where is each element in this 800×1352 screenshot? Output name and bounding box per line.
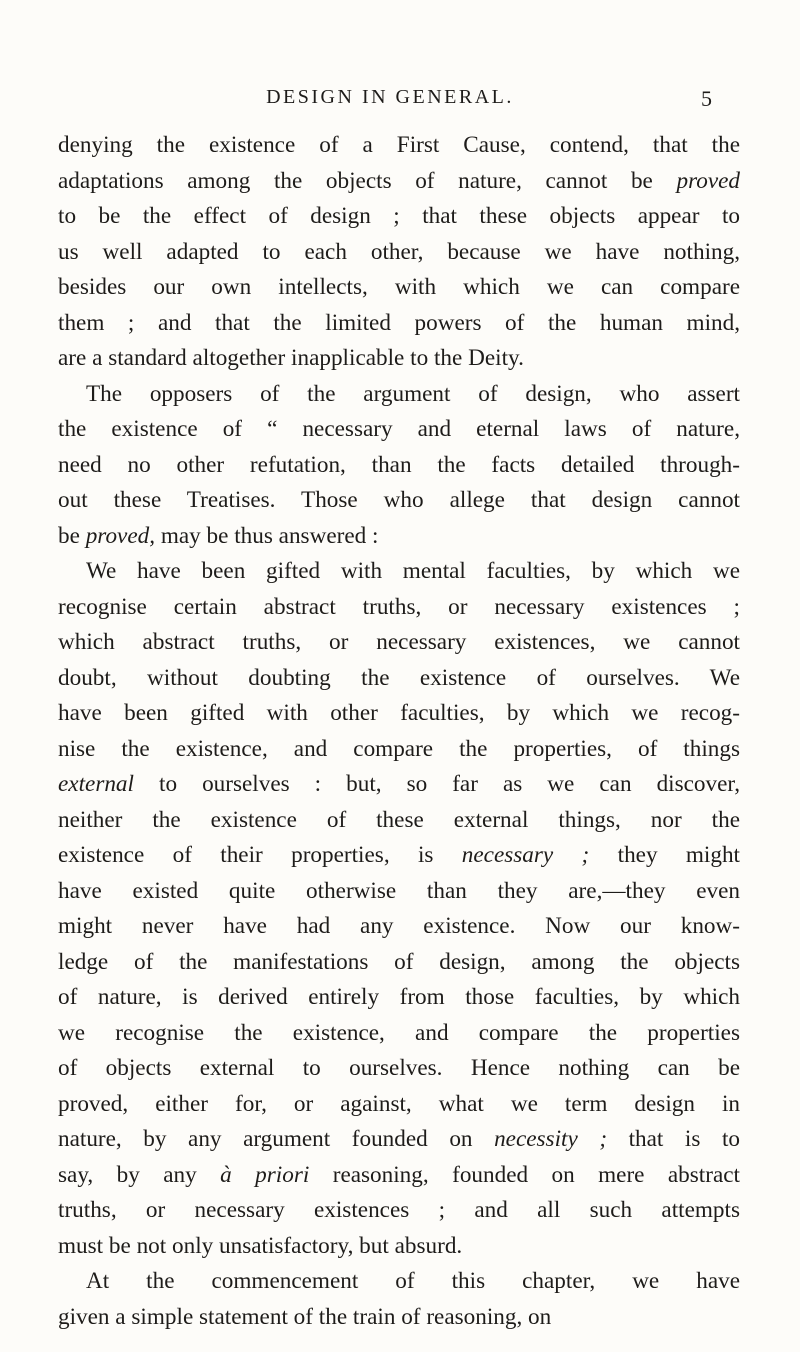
text-line <box>58 448 740 484</box>
text-line <box>58 1051 740 1087</box>
text-line <box>58 1193 740 1229</box>
text-run: to be the effect of design ; that these objects appear to <box>58 203 740 229</box>
text-run: may be thus answered : <box>155 522 379 549</box>
text-run: they might <box>589 842 740 868</box>
text-run: need no other refutation, than the facts detailed through- <box>58 451 740 478</box>
italic-text: proved <box>676 167 740 194</box>
text-run: of nature, is derived entirely from those faculties, by which <box>58 984 740 1010</box>
text-line <box>58 945 740 981</box>
text-line <box>58 519 740 555</box>
text-run: ledge of the manifestations of design, among the objects <box>58 948 740 975</box>
text-line <box>58 1087 740 1123</box>
text-line <box>58 1300 740 1336</box>
text-line <box>58 235 740 271</box>
text-run: say, by any <box>58 1161 221 1188</box>
text-line <box>58 1229 740 1265</box>
text-line <box>58 980 740 1016</box>
text-run: At the commencement of this chapter, we have <box>86 1268 740 1294</box>
text-line <box>58 270 740 306</box>
text-run: adaptations among the objects of nature, cannot be <box>58 167 677 194</box>
text-run: besides our own intellects, with which we can compare <box>58 274 740 300</box>
italic-text: necessary ; <box>461 842 590 868</box>
page-number: 5 <box>701 86 712 111</box>
text-line <box>58 1264 740 1300</box>
text-run: existence of their properties, is <box>58 842 462 868</box>
text-run: truths, or necessary existences ; and all such attempts <box>58 1197 740 1223</box>
text-run: given a simple statement of the train of reasoning, on <box>58 1303 552 1330</box>
text-line <box>58 590 740 626</box>
text-line <box>58 306 740 342</box>
text-run: nature, by any argument founded on <box>58 1126 495 1152</box>
text-run: have been gifted with other faculties, by which we recog- <box>58 700 740 726</box>
text-run: be <box>58 522 86 549</box>
text-line <box>58 732 740 768</box>
italic-text: à priori <box>220 1161 310 1188</box>
text-run: have existed quite otherwise than they are,—they even <box>58 877 740 904</box>
text-line <box>58 625 740 661</box>
text-line <box>58 554 740 590</box>
text-run: neither the existence of these external things, nor the <box>58 806 740 833</box>
text-line <box>58 661 740 697</box>
text-run: of objects external to ourselves. Hence nothing can be <box>58 1055 740 1081</box>
text-run: us well adapted to each other, because we have nothing, <box>58 238 740 265</box>
text-line <box>58 412 740 448</box>
text-line <box>58 696 740 732</box>
text-run: recognise certain abstract truths, or necessary existences ; <box>58 593 740 620</box>
text-run: that is to <box>607 1126 740 1152</box>
text-run: them ; and that the limited powers of the human mind, <box>58 309 740 336</box>
text-run: are a standard altogether inapplicable to the Deity. <box>58 345 524 371</box>
text-line <box>58 341 740 377</box>
text-line <box>58 128 740 164</box>
text-line <box>58 1122 740 1158</box>
text-line <box>58 164 740 200</box>
text-run: The opposers of the argument of design, who assert <box>86 380 740 407</box>
text-line <box>58 1158 740 1194</box>
text-run: reasoning, founded on mere abstract <box>309 1161 740 1188</box>
text-line <box>58 199 740 235</box>
text-line <box>58 1016 740 1052</box>
text-line <box>58 838 740 874</box>
text-line <box>58 377 740 413</box>
italic-text: external <box>58 771 134 797</box>
text-run: nise the existence, and compare the properties, of things <box>58 735 740 762</box>
italic-text: proved, <box>85 522 156 549</box>
text-run: must be not only unsatisfactory, but absurd. <box>58 1232 463 1259</box>
running-head: DESIGN IN GENERAL. <box>266 86 514 108</box>
text-run: proved, either for, or against, what we term design in <box>58 1090 740 1117</box>
text-run: doubt, without doubting the existence of ourselves. We <box>58 664 740 691</box>
text-run: might never have had any existence. Now our know- <box>58 913 740 939</box>
text-run: we recognise the existence, and compare the properties <box>58 1019 740 1046</box>
text-run: We have been gifted with mental faculties, by which we <box>86 558 740 584</box>
text-line <box>58 874 740 910</box>
text-line <box>58 483 740 519</box>
text-line <box>58 909 740 945</box>
body-text <box>58 128 740 1335</box>
text-run: out these Treatises. Those who allege that design cannot <box>58 487 740 513</box>
text-line <box>58 803 740 839</box>
text-run: to ourselves : but, so far as we can discover, <box>133 771 740 797</box>
text-run: the existence of “ necessary and eternal laws of nature, <box>58 416 740 442</box>
text-run: denying the existence of a First Cause, contend, that the <box>58 132 740 158</box>
text-run: which abstract truths, or necessary existences, we cannot <box>58 629 740 655</box>
text-line <box>58 767 740 803</box>
italic-text: necessity ; <box>494 1126 608 1152</box>
